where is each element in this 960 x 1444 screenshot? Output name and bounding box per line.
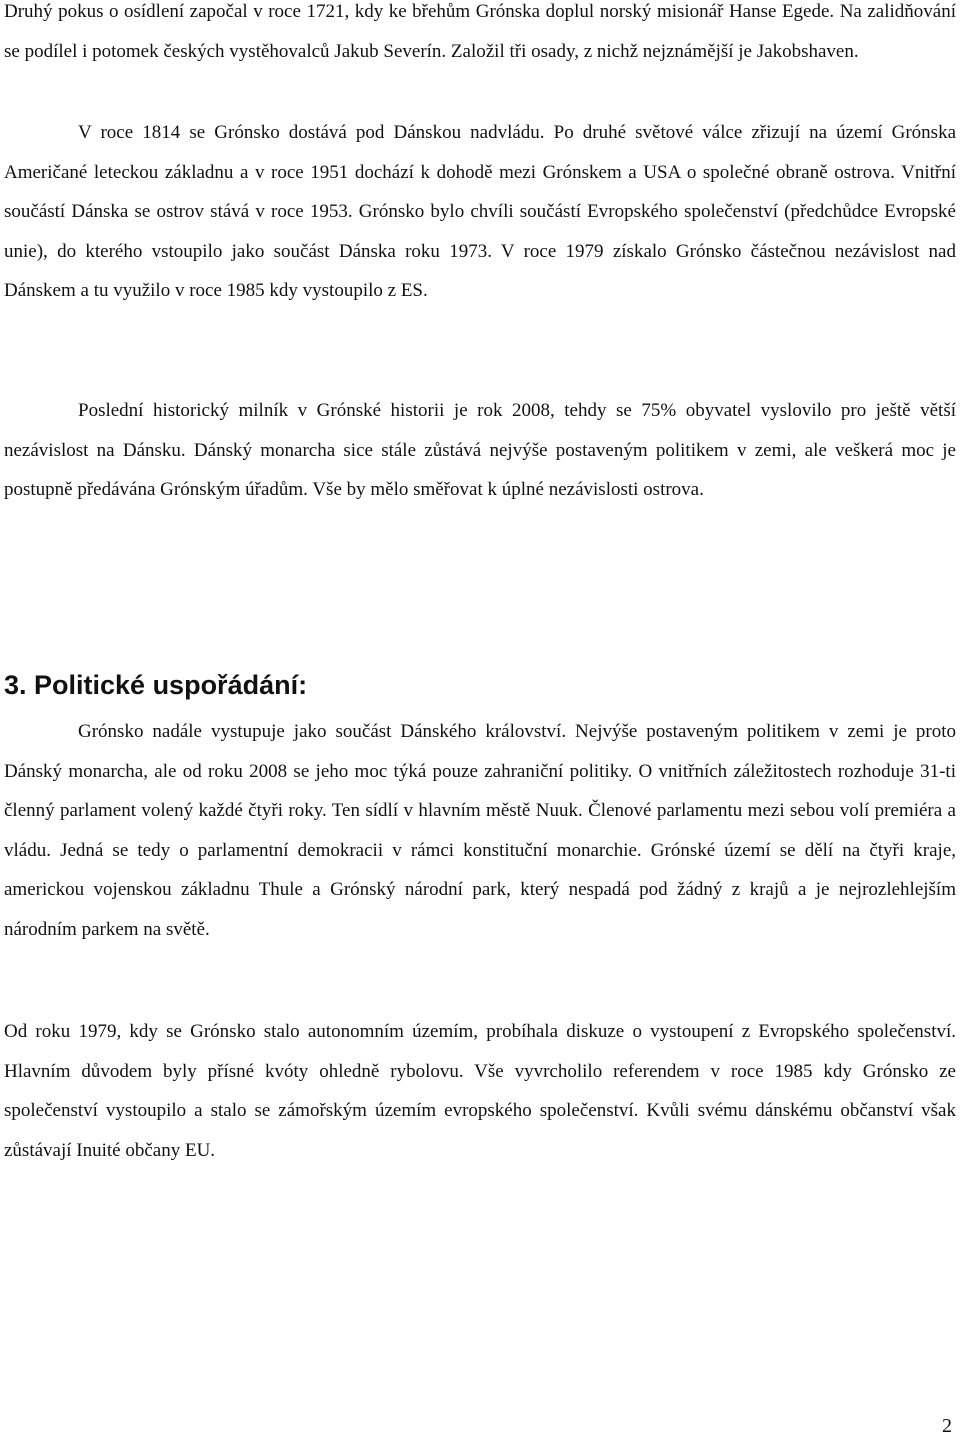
page-number: 2 [942,1415,952,1437]
paragraph-settlement: Druhý pokus o osídlení započal v roce 1721, kdy ke břehům Grónska doplul norský misionář Hanse Egede. Na zalidňování se podílel i potomek českých vystěhovalců Jakub Severín. Založil tři osady, z nichž nejznámější je Jakobshaven. [4,1,956,62]
paragraph-independence-2008: Poslední historický milník v Grónské historii je rok 2008, tehdy se 75% obyvatel vyslovilo pro ještě větší nezávislost na Dánsku. Dánský monarcha sice stále zůstává nejvýše postaveným politikem v zemi, ale veškerá moc je postupně předávána Grónským úřadům. Vše by mělo směřovat k úplné nezávislosti ostrova. [4,400,956,500]
document-page [4,0,956,1444]
paragraph-danish-rule: V roce 1814 se Grónsko dostává pod Dánskou nadvládu. Po druhé světové válce zřizují na území Grónska Američané leteckou základnu a v roce 1951 dochází k dohodě mezi Grónskem a USA o společné obraně ostrova. Vnitřní součástí Dánska se ostrov stává v roce 1953. Grónsko bylo chvíli součástí Evropského společenství (předchůdce Evropské unie), do kterého vstoupilo jako součást Dánska roku 1973. V roce 1979 získalo Grónsko částečnou nezávislost nad Dánskem a tu využilo v roce 1985 kdy vystoupilo z ES. [4,122,956,301]
paragraph-eu-exit: Od roku 1979, kdy se Grónsko stalo autonomním územím, probíhala diskuze o vystoupení z Evropského společenství. Hlavním důvodem byly přísné kvóty ohledně rybolovu. Vše vyvrcholilo referendem v roce 1985 kdy Grónsko ze společenství vystoupilo a stalo se zámořským územím evropského společenství. Kvůli svému dánskému občanství však zůstávají Inuité občany EU. [4,1021,956,1161]
paragraph-political-system: Grónsko nadále vystupuje jako součást Dánského království. Nejvýše postaveným politikem v zemi je proto Dánský monarcha, ale od roku 2008 se jeho moc týká pouze zahraniční politiky. O vnitřních záležitostech rozhoduje 31-ti členný parlament volený každé čtyři roky. Ten sídlí v hlavním městě Nuuk. Členové parlamentu mezi sebou volí premiéra a vládu. Jedná se tedy o parlamentní demokracii v rámci konstituční monarchie. Grónské území se dělí na čtyři kraje, americkou vojenskou základnu Thule a Grónský národní park, který nespadá pod žádný z krajů a je nejrozlehlejším národním parkem na světě. [4,721,956,940]
section-heading: 3. Politické uspořádání: [4,670,308,700]
